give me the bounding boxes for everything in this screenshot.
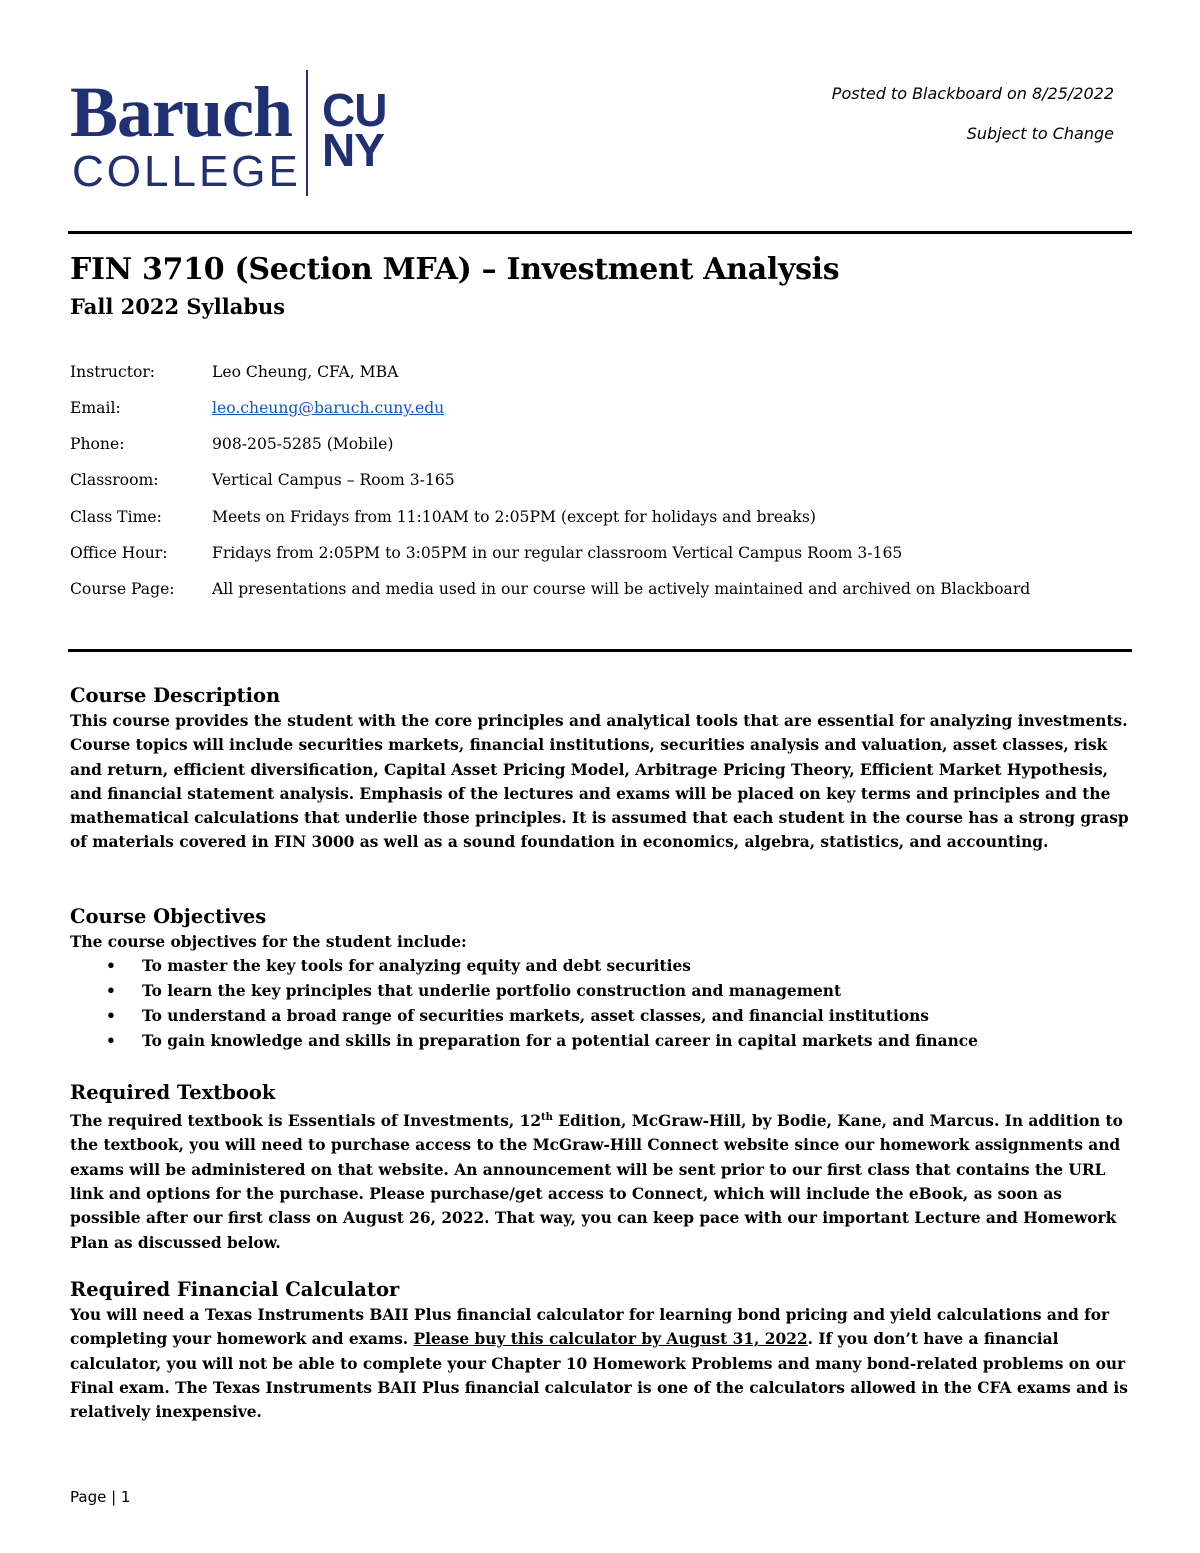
logo-cuny-text [322,84,387,176]
textbook-text-part1: The required textbook is Essentials of Investments, 12 [70,1112,542,1131]
calculator-text-part1: You will need a Texas Instruments BAII Plus financial calculator for learning bond pricing and yield calculations and for completing your homework and exams. [70,1306,1110,1349]
middle-divider [68,649,1132,652]
info-row-email [70,397,1132,419]
logo-baruch-text: Baruch [70,72,293,152]
list-item-text: To understand a broad range of securities markets, asset classes, and financial institutions [142,1007,929,1026]
info-row-class-time [70,506,1132,528]
course-description-text: This course provides the student with the core principles and analytical tools that are essential for analyzing investments. Course topics will include securities markets, financial institutions, securities analysis and valuation, asset classes, risk and return, efficient diversification, Capital Asset Pricing Model, Arbitrage Pricing Theory, Efficient Market Hypothesis, and financial statement analysis. Emphasis of the lectures and exams will be placed on key terms and principles and the mathematical calculations that underlie those principles. It is assumed that each student in the course has a strong grasp of materials covered in FIN 3000 as well as a sound foundation in economics, algebra, statistics, and accounting. [70,712,1129,852]
logo-cuny-line1: CU [322,84,387,136]
logo-cuny-line2: NY [322,124,384,176]
info-value: Meets on Fridays from 11:10AM to 2:05PM (except for holidays and breaks) [212,508,816,526]
logo-college-text: COLLEGE [72,147,301,196]
info-label: Classroom: [70,471,159,489]
info-row-office-hour [70,542,1132,564]
top-divider [68,231,1132,234]
objectives-list [70,954,1132,1054]
info-label: Course Page: [70,580,175,598]
textbook-text-part2: Edition, McGraw-Hill, by Bodie, Kane, and Marcus. In addition to the textbook, you will need to purchase access to the McGraw-Hill Connect website since our homework assignments and exams will be administered on that website. An announcement will be sent prior to our first class that contains the URL link and options for the purchase. Please purchase/get access to Connect, which will include the eBook, as soon as possible after our first class on August 26, 2022. That way, you can keep pace with our important Lecture and Homework Plan as discussed below. [70,1112,1123,1252]
list-item [70,954,1132,979]
course-description-section [70,683,1132,855]
required-calculator-heading: Required Financial Calculator [70,1278,400,1301]
course-objectives-section [70,904,1132,1054]
info-label: Class Time: [70,508,162,526]
info-row-classroom [70,469,1132,491]
required-calculator-text [70,1303,1132,1424]
list-item [70,979,1132,1004]
subject-to-change-note: Subject to Change [966,124,1114,143]
info-row-phone [70,433,1132,455]
required-calculator-section [70,1277,1132,1424]
info-label: Instructor: [70,363,156,381]
info-row-instructor [70,361,1132,383]
page-title: FIN 3710 (Section MFA) – Investment Analysis [70,252,840,287]
list-item-text: To master the key tools for analyzing equity and debt securities [142,957,691,976]
email-link[interactable]: leo.cheung@baruch.cuny.edu [212,399,445,417]
info-value: Leo Cheung, CFA, MBA [212,363,399,381]
baruch-cuny-logo [70,70,415,198]
logo-divider [306,70,308,196]
bullet-icon: • [106,1007,116,1026]
bullet-icon: • [106,982,116,1001]
list-item [70,1029,1132,1054]
edition-superscript: th [541,1112,553,1123]
info-label: Email: [70,399,121,417]
info-label: Phone: [70,435,125,453]
course-description-heading: Course Description [70,684,281,707]
course-objectives-heading: Course Objectives [70,905,267,928]
list-item-text: To gain knowledge and skills in preparation for a potential career in capital markets and finance [142,1032,978,1051]
list-item-text: To learn the key principles that underlie portfolio construction and management [142,982,842,1001]
info-row-course-page [70,578,1132,600]
required-textbook-section [70,1080,1132,1255]
info-value: Fridays from 2:05PM to 3:05PM in our regular classroom Vertical Campus Room 3-165 [212,544,903,562]
posted-note: Posted to Blackboard on 8/25/2022 [831,84,1114,103]
bullet-icon: • [106,1032,116,1051]
page-number-footer: Page | 1 [70,1488,131,1506]
info-value: 908-205-5285 (Mobile) [212,435,394,453]
info-label: Office Hour: [70,544,168,562]
course-objectives-intro: The course objectives for the student include: [70,933,467,951]
list-item [70,1004,1132,1029]
calculator-deadline: Please buy this calculator by August 31, 2022 [413,1330,808,1349]
info-value: Vertical Campus – Room 3-165 [212,471,455,489]
info-value: All presentations and media used in our course will be actively maintained and archived on Blackboard [212,580,1031,598]
calculator-text-part2: . If you don’t have a financial calculator, you will not be able to complete your Chapter 10 Homework Problems and many bond-related problems on our Final exam. The Texas Instruments BAII Plus financial calculator is one of the calculators allowed in the CFA exams and is relatively inexpensive. [70,1330,1128,1422]
page-subtitle: Fall 2022 Syllabus [70,294,286,319]
required-textbook-heading: Required Textbook [70,1081,276,1104]
required-textbook-text [70,1106,1132,1255]
bullet-icon: • [106,957,116,976]
